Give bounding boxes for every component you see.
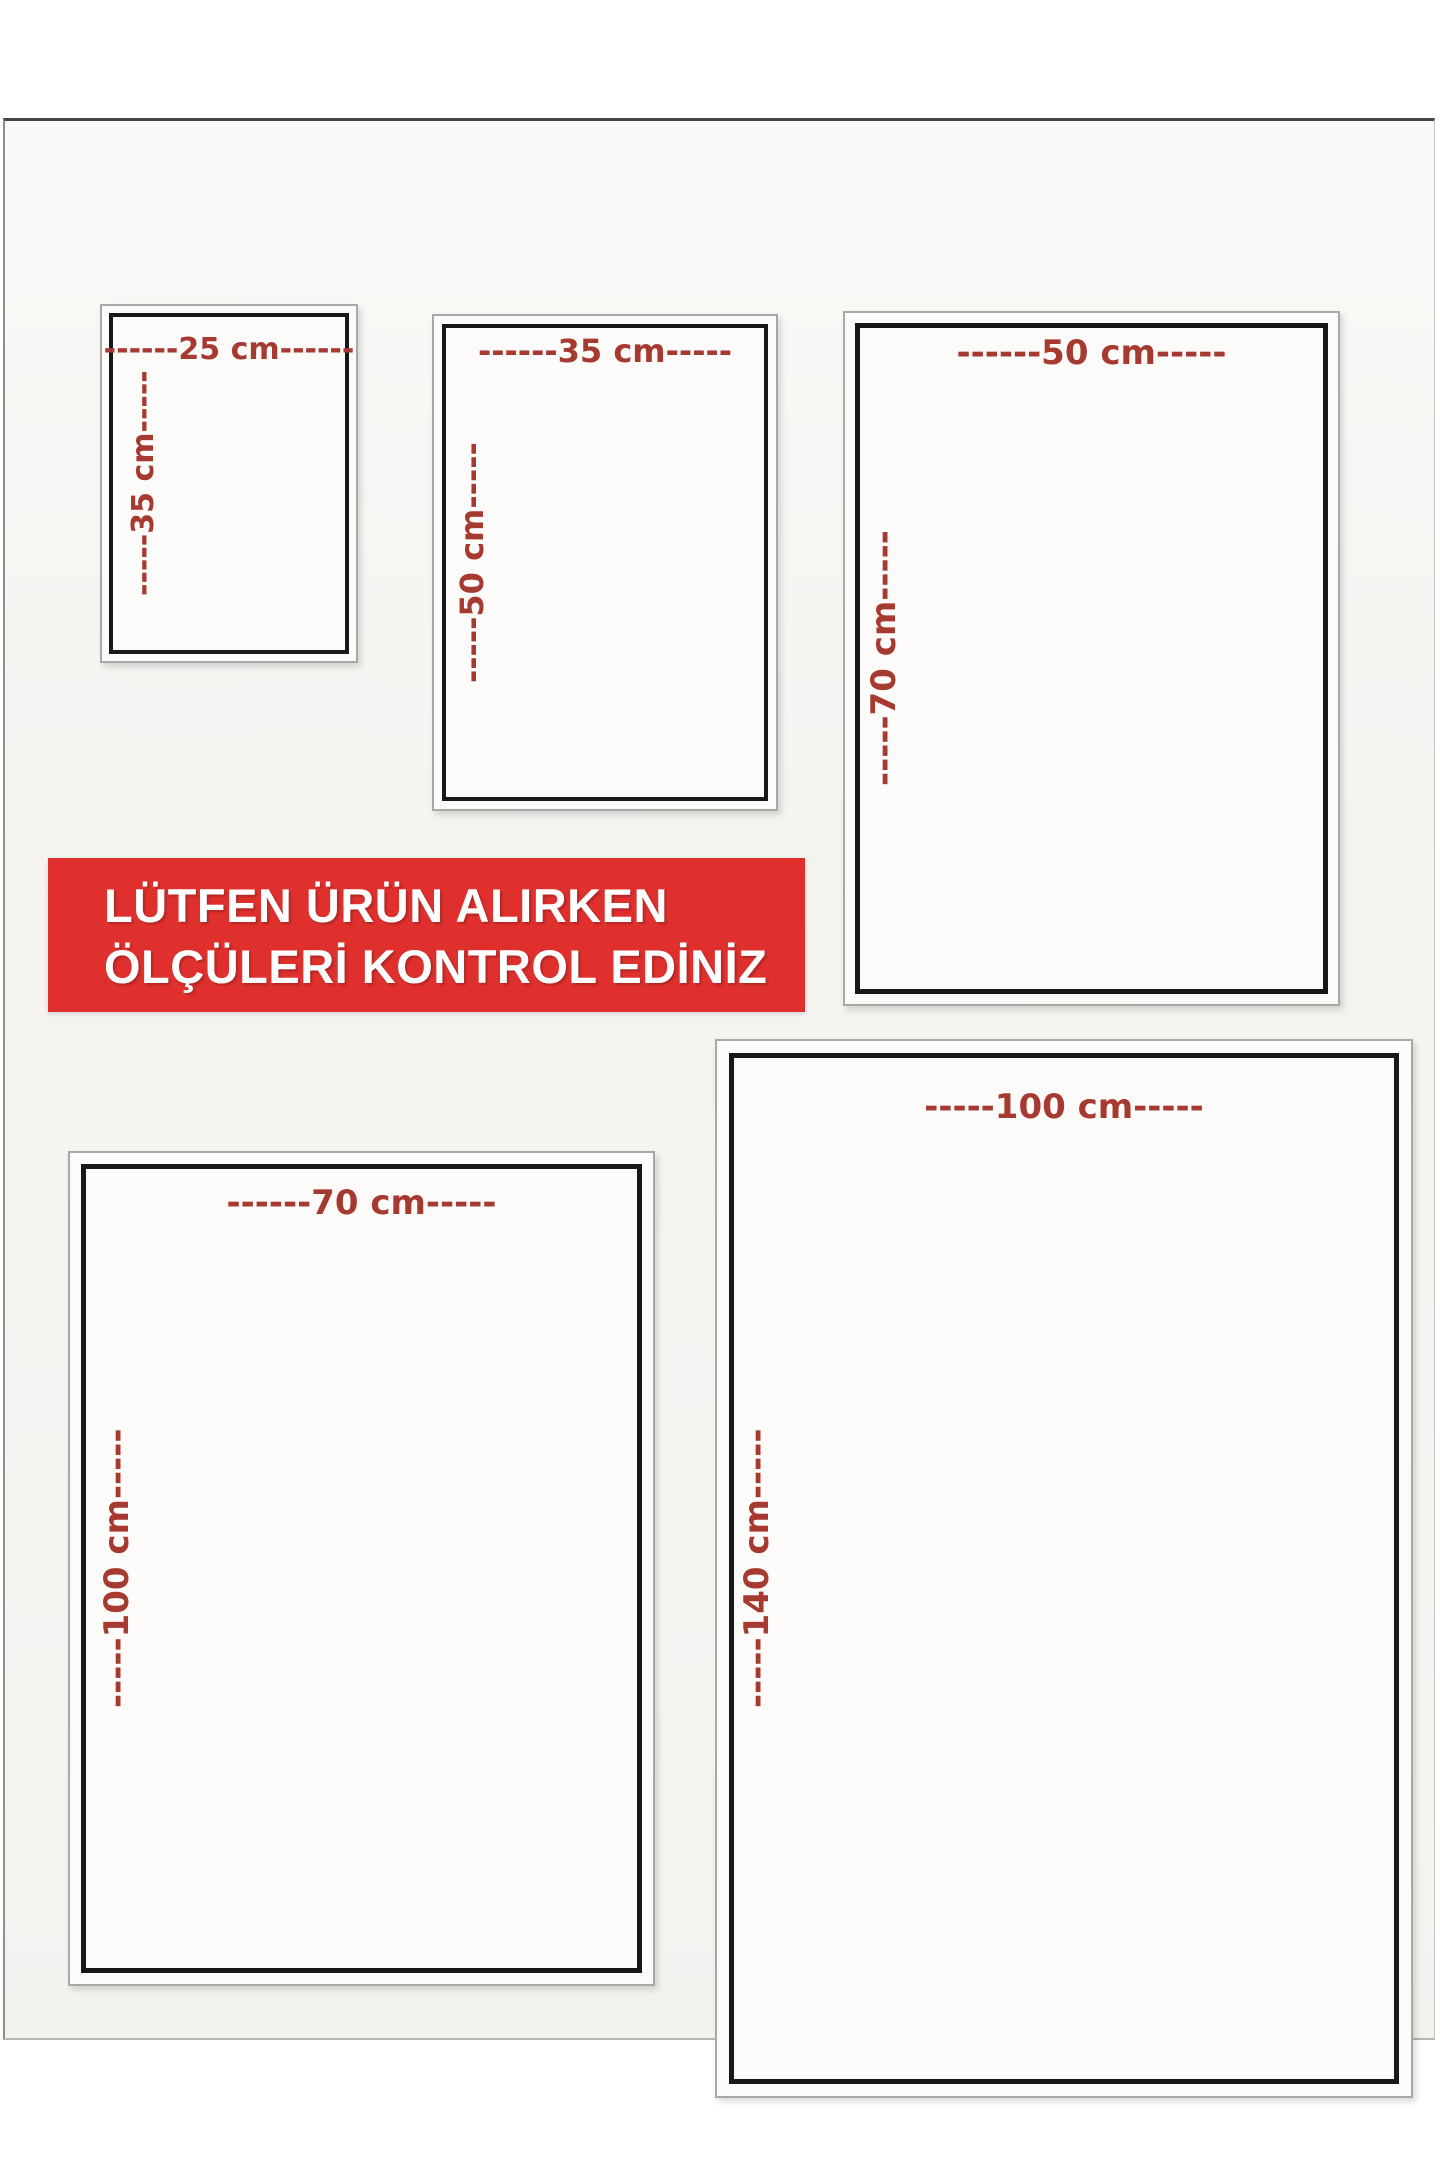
- width-dimension-label-100cm: -----100 cm-----: [924, 1087, 1204, 1127]
- size-guide-panel: [3, 118, 1435, 2040]
- size-box-70x100: [68, 1151, 655, 1986]
- size-box-35x50: [432, 314, 778, 811]
- inner-border-100x140: [729, 1053, 1399, 2084]
- width-dimension-label-25cm: ------25 cm------: [103, 332, 355, 367]
- width-dimension-label-50cm: ------50 cm-----: [956, 333, 1227, 373]
- inner-border-50x70: [855, 323, 1328, 994]
- width-dimension-label-35cm: ------35 cm-----: [477, 332, 733, 370]
- inner-border-70x100: [81, 1164, 642, 1973]
- height-dimension-label-140cm: -----140 cm-----: [737, 1428, 777, 1709]
- warning-banner-line2: ÖLÇÜLERİ KONTROL EDİNİZ: [104, 940, 768, 993]
- width-dimension-label-70cm: ------70 cm-----: [226, 1183, 497, 1223]
- size-box-50x70: [843, 311, 1340, 1006]
- height-dimension-label-35cm: -----35 cm-----: [126, 370, 161, 597]
- warning-banner: [48, 858, 805, 1012]
- warning-banner-line1: LÜTFEN ÜRÜN ALIRKEN: [104, 879, 668, 932]
- size-box-25x35: [100, 304, 358, 663]
- height-dimension-label-100cm: -----100 cm-----: [97, 1428, 137, 1709]
- size-box-100x140: [715, 1039, 1413, 2098]
- height-dimension-label-70cm: -----70 cm-----: [864, 530, 904, 787]
- height-dimension-label-50cm: -----50 cm-----: [453, 442, 491, 683]
